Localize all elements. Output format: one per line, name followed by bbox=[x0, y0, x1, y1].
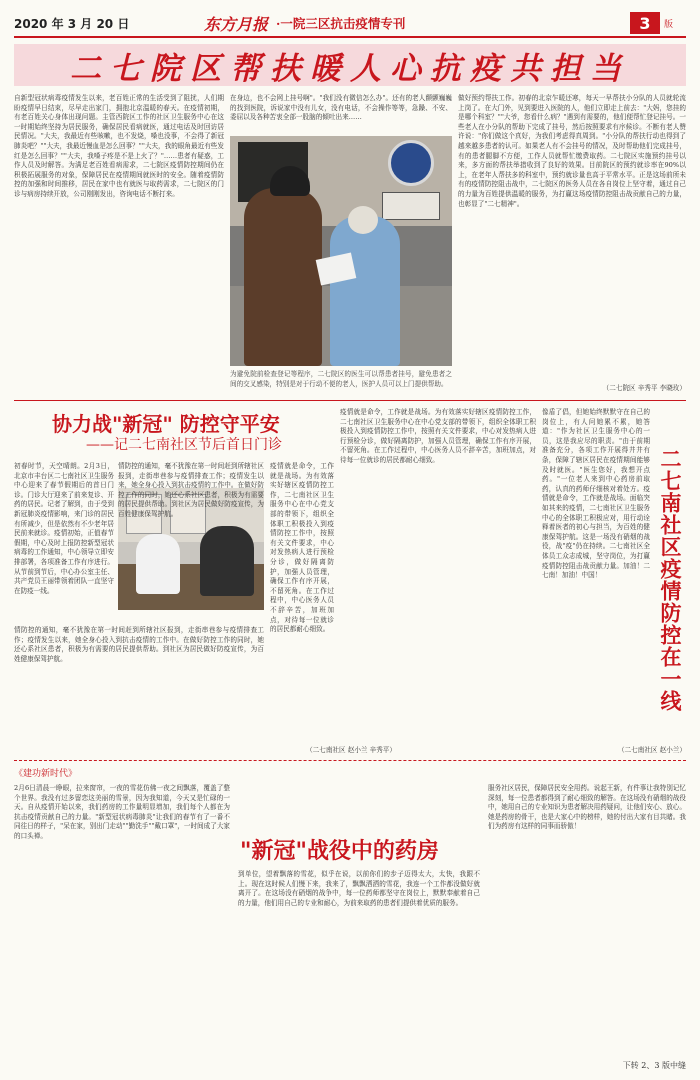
page-suffix: 版 bbox=[664, 20, 674, 30]
nurse-figure bbox=[330, 216, 400, 366]
article3-col3: 服务社区居民，保障居民安全用药。说起王新，有件事让我特别记忆深刻，每一位患者都得到了耐心细致的解答。在这场没有硝烟的战役中，她用自己的专业知识为患者解决用药疑问，让他们安心、放心。她是药房的骨干，也是大家心中的榜样，她的付出大家有目共睹。我们为药房有这样的同事而骄傲！ bbox=[488, 784, 686, 831]
special-title: ·一院三区抗击疫情专刊 bbox=[276, 16, 406, 31]
masthead bbox=[14, 12, 686, 34]
article1-col2: 在身边，也不会网上挂号啊"。"我们没有微信怎么办"。还有的老人颤颤巍巍的找到医院，诉说家中没有儿女，没有电话，不会操作等等，急躁、不安、委屈以及各种苦衷全部一股脑的倾吐出来…… bbox=[230, 94, 452, 122]
article2-author: （二七南社区 赵小兰 辛秀平） bbox=[306, 746, 396, 754]
patient-figure bbox=[244, 188, 322, 366]
no-entry-sign bbox=[388, 140, 434, 186]
article2-subtitle: ——记二七南社区节后首日门诊 bbox=[86, 437, 282, 453]
divider-1 bbox=[14, 400, 686, 401]
masthead-rule bbox=[14, 36, 686, 38]
article2-author2: （二七南社区 赵小兰） bbox=[617, 746, 686, 754]
article3-col2: 到单位，望着飘落的雪花，似乎在说，以前你们的步子迈得太大，太快，我跟不上。现在这时候人们慢下来，我来了，飘飘洒洒的雪花，我连一个工作都没做好就离开了。在这场没有硝烟的战争中，每一位药师都坚守在岗位上，默默奉献着自己的力量，他们用自己的专业和耐心，为前来取药的患者们提供着优质的服务。 bbox=[238, 870, 480, 907]
article2-col3: 疫情就是命令，工作就是战场。为有效落实好辖区疫情防控工作，二七南社区卫生服务中心在中心党支部的带领下，组织全体职工积极投入到疫情防控工作中，按照有关文件要求，中心对发热病人进行预检分诊，做好隔离防护，加强人员管理，确保工作有序开展，不留死角。在工作过程中，中心医务人员不辞辛苦，加班加点，对待每一位就诊的居民都耐心细致。 bbox=[340, 408, 536, 464]
article1-headline bbox=[14, 44, 686, 86]
article2-col2c: 疫情就是命令，工作就是战场。为有效落实好辖区疫情防控工作，二七南社区卫生服务中心在中心党支部的带领下，组织全体职工积极投入到疫情防控工作中，按照有关文件要求，中心对发热病人进行预检分诊，做好隔离防护，加强人员管理，确保工作有序开展，不留死角。在工作过程中，中心医务人员不辞辛苦，加班加点，对待每一位就诊的居民都耐心细致。 bbox=[270, 462, 334, 634]
article1-col1: 自新型冠状病毒疫情发生以来，老百姓正常的生活受到了阻扰，人们期盼疫情早日结束，尽早走出家门，拥抱北京温暖的春天。在疫情初期，有老百姓关心身体出现问题。主管西院区工作的社区卫生服务中心在这一时期始终坚持为居民服务，确保居民看病就医，通过电话及时回访居民情况。"大夫，我最近有些咳嗽，也不发烧，嗓也没事，不会得了新冠肺炎吧？""大夫，我最近慢血是怎么回事？""大夫，我的眼角最近有些发红是怎么回事？""大夫，我嗓子疼是不是上火了？"……患者有疑惑，工作人员及时解答。为满足老百姓看病需求，二七院区疫情防控期间仍在积极拓展服务的对象，保障居民在疫情期间就医时的安全。随着疫情防控的加强和时间推移，居民在家中也有就医与取药需求，二七院区的门诊与病房持续开放，公司刚刚发出，咨询电话不断打来。 bbox=[14, 94, 224, 198]
elderly-patient bbox=[200, 526, 254, 596]
article2-col2: 情防控的通知，毫不犹豫在第一时间赶到所辖社区报到，走街串巷参与疫情排查工作；疫情发生以来，她全身心投入到抗击疫情的工作中。在做好防控工作的同时，她还心系社区患者，积极为有需要的居民提供帮助。到社区为居民做好防疫宣传，为百姓健康保驾护航。 bbox=[118, 462, 264, 518]
article1-caption: 为避免院前检查登记等程序，二七院区的医生可以帮患者挂号，避免患者之间的交叉感染，特别是对于行动不便的老人，医护人员可以上门提供帮助。 bbox=[230, 370, 452, 388]
article3-tag: 《建功新时代》 bbox=[14, 769, 78, 779]
article3-col1: 2月6日清晨一睁眼，拉来窗帘，一夜的雪花仿佛一夜之间飘落，覆盖了整个世界。我没有过多留恋这美丽的雪景，因为我知道，今天又是忙碌的一天。自从疫情开始以来，我们药房的工作量明显增加，我们每个人都在为抗击疫情贡献自己的力量。"新型冠状病毒肺炎"让我们的春节有了一番不同往日的样子，"呆在家，别出门走动""勤洗手""戴口罩"，一时间成了大家的口头禅。 bbox=[14, 784, 231, 840]
article1-title: 二七院区帮扶暖人心抗疫共担当 bbox=[70, 50, 630, 87]
article1-col3: 做好预约帮扶工作。初春的北京乍暖还寒，每天一早帮扶小分队的人员就轮流上岗了。在大门外，见到要进入医院的人，他们立即走上前去："大妈，您挂的是哪个科室？""大爷，您看什么病？"遇到有需要的，他们便帮忙登记挂号。一些老人在小分队的帮助下完成了挂号，然后按照要求有序候诊。不断有老人赞许说："你们做这个真好，为我们考虑得真周到。"小分队的帮扶行动也得到了越来越多患者的认可。如果老人有不会挂号的情况，及时帮助他们完成挂号，有的患者腿脚不方便，工作人员就帮忙缴费取药。二七院区实施预约挂号以来，多方面的帮扶举措收到了良好的效果。目前院区的预约就诊率在90%以上，在老年人帮扶多的科室中，预约就诊量也高于平常水平。正是这场前所未有的疫情防控阻击战中，二七院区的医务人员在各自岗位上坚守着，通过自己的力量为百姓提供温暖的服务，为打赢这场疫情防控阻击战贡献自己的力量，也彰显了"二七精神"。 bbox=[458, 94, 686, 208]
article2-col1: 初春时节，天空晴朗。2月3日，北京市丰台区二七南社区卫生服务中心迎来了春节假期后的首日门诊。门诊大厅迎来了前来复诊、开药的居民。记者了解到，由于受到新冠肺炎疫情影响，来门诊的居民有所减少，但是依然有不少老年居民前来就诊。疫情初始，正值春节假期，中心及时上报防控新型冠状病毒的工作通知，中心领导立即安排部署，各项准备工作有序进行。从节前到节后，中心办公室主任、共产党员王丽带领着团队一直坚守在防疫一线。 bbox=[14, 462, 114, 595]
article2-sidebar bbox=[656, 448, 686, 738]
footer-next-page: 下转 2、3 版中缝 bbox=[622, 1061, 686, 1070]
article2-col4: 像盾了倡，但她始终默默守在自己的岗位上，有人问她累不累，她答道："作为社区卫生服务中心的一员，这是我应尽的职责。"由于前期准备充分，各项工作开展得井井有条，保障了辖区居民在疫情期间能够及时就医。"医生您好，我想开点药。"一位老人来到中心药房前取药，认真的药师仔细核对着处方。疫情就是命令，工作就是战场。面临突如其来的疫情，二七南社区卫生服务中心的全体职工积极应对，用行动诠释着医者的初心与担当，为百姓的健康保驾护航。这是一场没有硝烟的战役，战"疫"仍在持续。二七南社区全体员工众志成城，坚守岗位，为打赢疫情防控阻击战贡献力量。加油！二七南！加油！中国！ bbox=[542, 408, 650, 580]
sign-board bbox=[382, 192, 440, 220]
page-number: 3 bbox=[639, 13, 651, 33]
article2-headline: 协力战"新冠" 防控守平安 bbox=[52, 412, 280, 436]
article1-photo bbox=[230, 136, 452, 366]
article3-headline: "新冠"战役中的药房 bbox=[240, 838, 439, 864]
issue-date: 2020 年 3 月 20 日 bbox=[14, 17, 130, 31]
sidebar-title: 二七南社区疫情防控在一线 bbox=[658, 448, 683, 712]
doctor-figure bbox=[136, 534, 180, 594]
paper-name: 东方月报 bbox=[204, 15, 269, 34]
article1-author: （二七院区 辛秀平 李晓玫） bbox=[602, 384, 686, 392]
article2-col2b: 情防控的通知，毫不犹豫在第一时间赶到所辖社区报到，走街串巷参与疫情排查工作；疫情发生以来，她全身心投入到抗击疫情的工作中。在做好防控工作的同时，她还心系社区患者，积极为有需要的居民提供帮助。到社区为居民做好防疫宣传，为百姓健康保驾护航。 bbox=[14, 626, 264, 663]
nurse-face bbox=[348, 206, 378, 234]
page-number-badge bbox=[630, 12, 660, 34]
